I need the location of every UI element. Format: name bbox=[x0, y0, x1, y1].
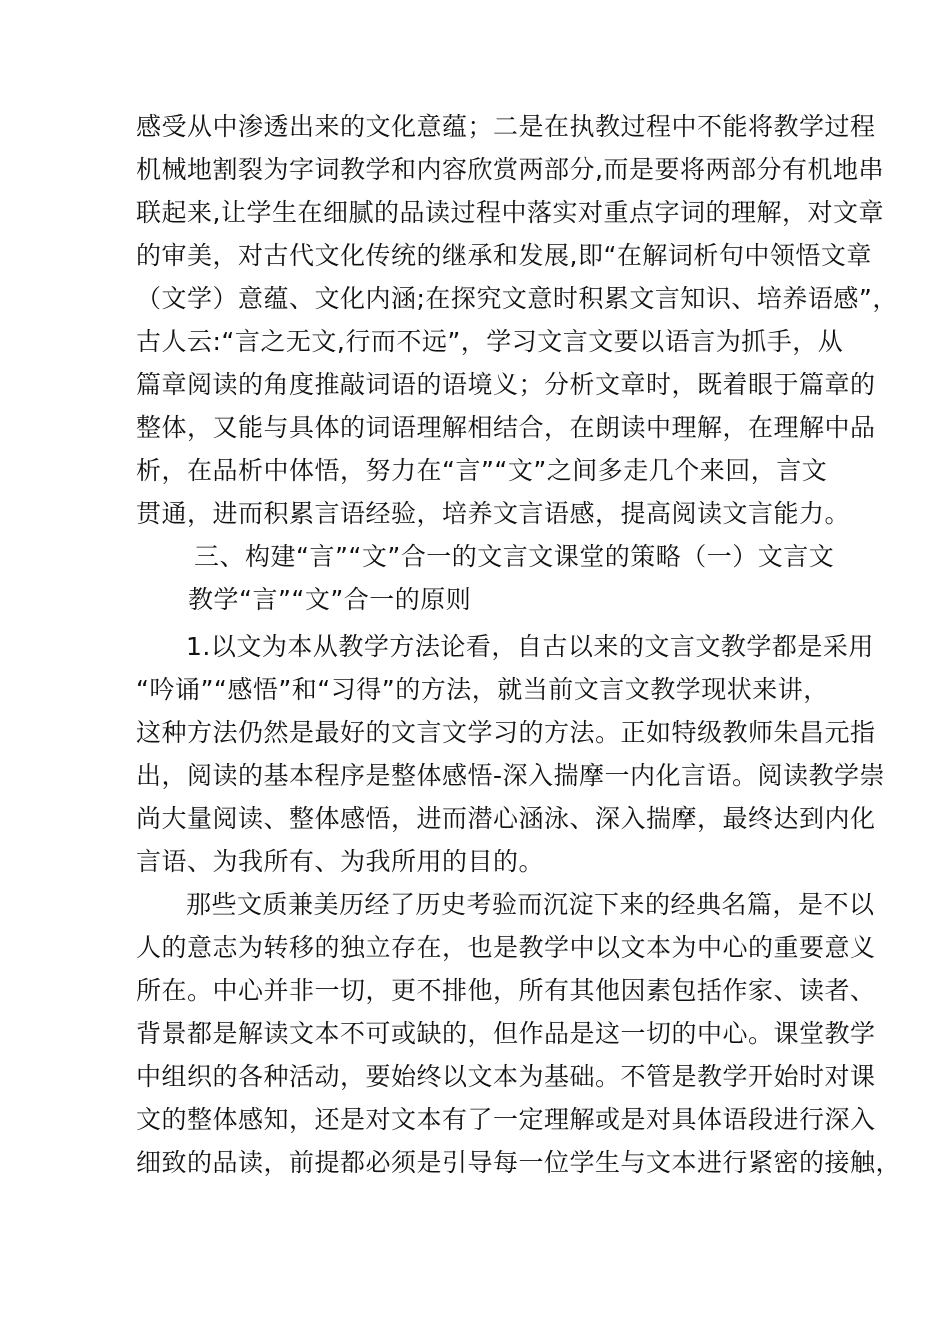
text-line: 整体，又能与具体的词语理解相结合，在朗读中理解，在理解中品 bbox=[136, 413, 876, 442]
text-line: 出，阅读的基本程序是整体感悟-深入揣摩一内化言语。阅读教学崇 bbox=[136, 761, 886, 790]
text-line: （文学）意蕴、文化内涵;在探究文意时积累文言知识、培养语感”， bbox=[136, 284, 898, 313]
text-line: 古人云:“言之无文,行而不远”，学习文言文要以语言为抓手，从 bbox=[136, 327, 844, 356]
text-line: 贯通，进而积累言语经验，培养文言语感，提高阅读文言能力。 bbox=[136, 499, 851, 528]
text-line: 那些文质兼美历经了历史考验而沉淀下来的经典名篇，是不以 bbox=[186, 890, 875, 919]
text-line: 细致的品读，前提都必须是引导每一位学生与文本进行紧密的接触， bbox=[136, 1148, 902, 1177]
text-line: 联起来,让学生在细腻的品读过程中落实对重点字词的理解，对文章 bbox=[136, 198, 884, 227]
text-line: 析，在品析中体悟，努力在“言”“文”之间多走几个来回，言文 bbox=[136, 456, 828, 485]
text-line: 篇章阅读的角度推敲词语的语境义；分析文章时，既着眼于篇章的 bbox=[136, 370, 876, 399]
text-line: 的审美，对古代文化传统的继承和发展,即“在解词析句中领悟文章 bbox=[136, 241, 872, 270]
text-line: “吟诵”“感悟”和“习得”的方法，就当前文言文教学现状来讲， bbox=[136, 675, 829, 704]
text-line: 中组织的各种活动，要始终以文本为基础。不管是教学开始时对课 bbox=[136, 1062, 876, 1091]
text-line: 尚大量阅读、整体感悟，进而潜心涵泳、深入揣摩，最终达到内化 bbox=[136, 804, 876, 833]
text-line: 1.以文为本从教学方法论看，自古以来的文言文教学都是采用 bbox=[186, 632, 874, 661]
text-line: 文的整体感知，还是对文本有了一定理解或是对具体语段进行深入 bbox=[136, 1105, 876, 1134]
section-heading-line: 教学“言”“文”合一的原则 bbox=[188, 585, 472, 614]
text-line: 感受从中渗透出来的文化意蕴；二是在执教过程中不能将教学过程 bbox=[136, 112, 876, 141]
text-line: 言语、为我所有、为我所用的目的。 bbox=[136, 847, 545, 876]
text-line: 人的意志为转移的独立存在，也是教学中以文本为中心的重要意义 bbox=[136, 933, 876, 962]
text-line: 所在。中心并非一切，更不排他，所有其他因素包括作家、读者、 bbox=[136, 976, 876, 1005]
section-heading-line: 三、构建“言”“文”合一的文言文课堂的策略（一）文言文 bbox=[194, 542, 835, 571]
text-line: 这种方法仍然是最好的文言文学习的方法。正如特级教师朱昌元指 bbox=[136, 718, 876, 747]
text-line: 机械地割裂为字词教学和内容欣赏两部分,而是要将两部分有机地串 bbox=[136, 155, 884, 184]
text-line: 背景都是解读文本不可或缺的，但作品是这一切的中心。课堂教学 bbox=[136, 1019, 876, 1048]
